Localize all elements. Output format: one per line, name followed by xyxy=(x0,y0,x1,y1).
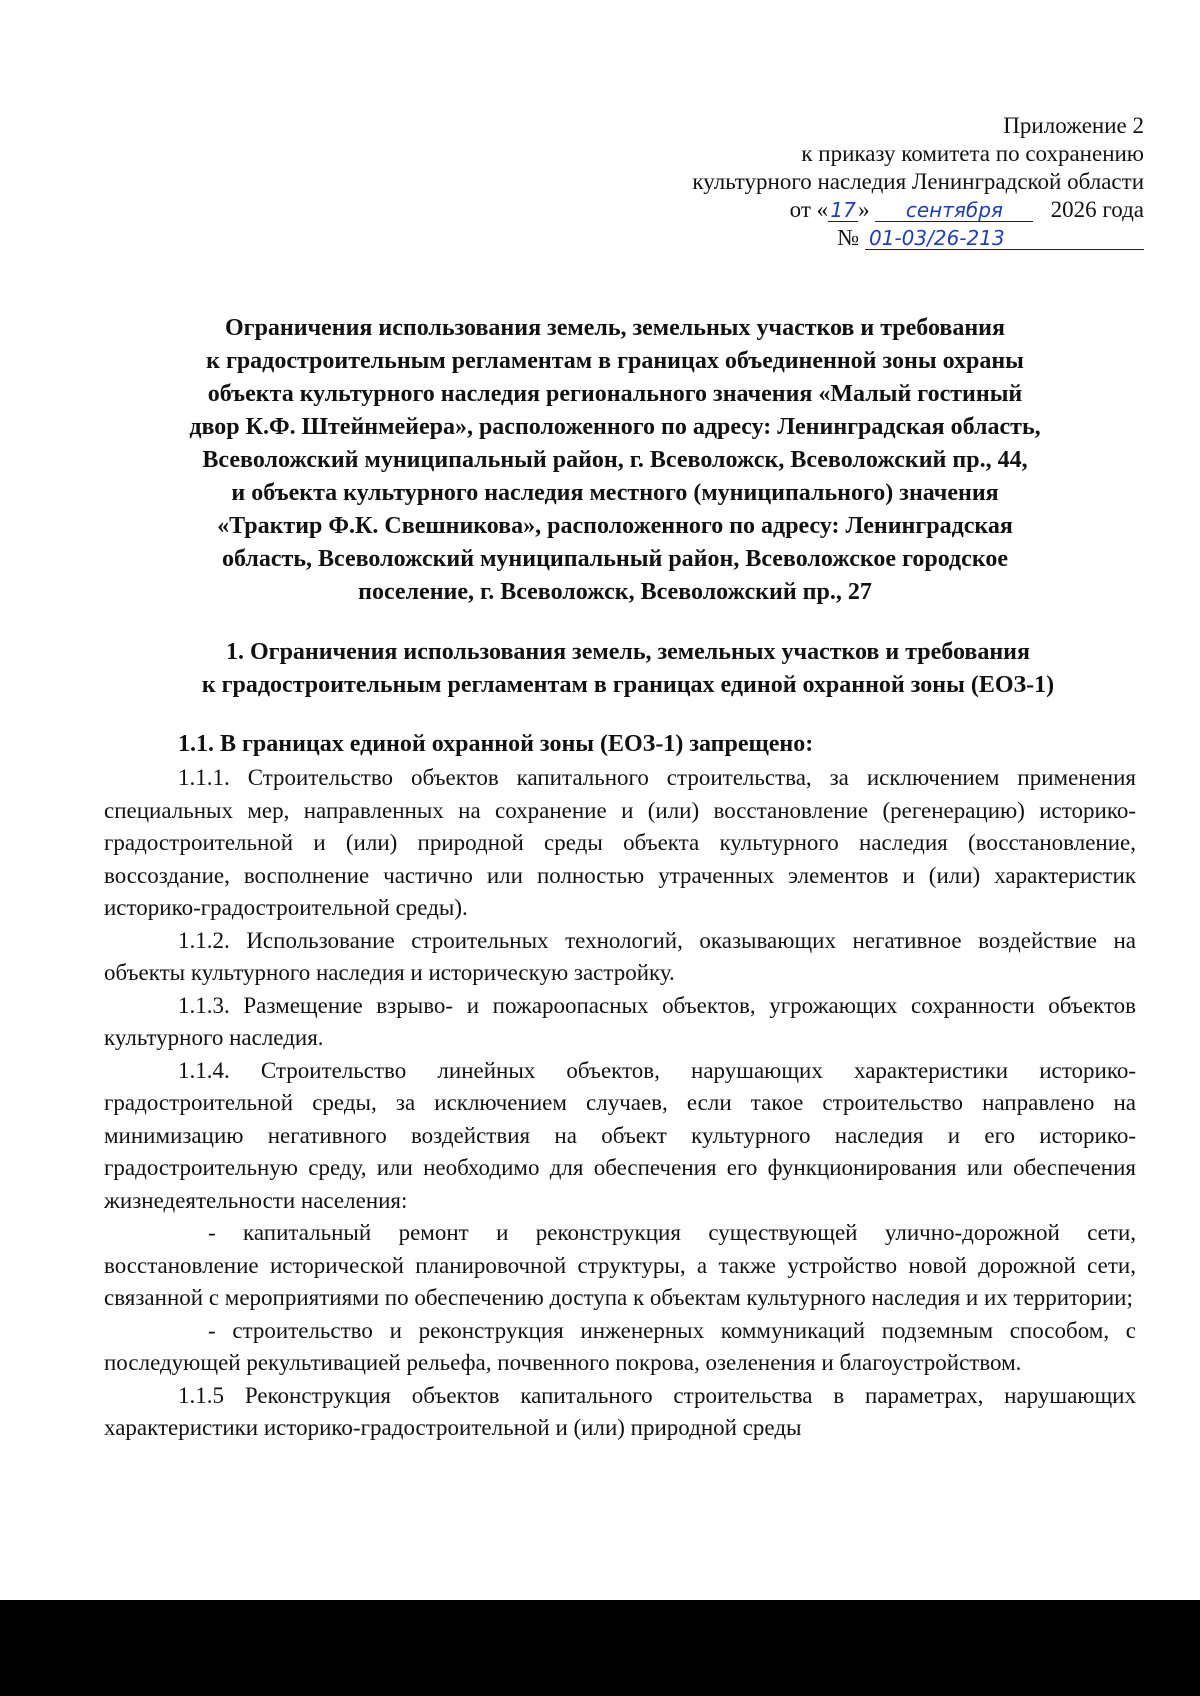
paragraph: 1.1.5 Реконструкция объектов капитального строительства в параметрах, нарушающих характеристики историко-градостроительной и (или) природной среды xyxy=(104,1382,1136,1440)
paragraph: 1.1.4. Строительство линейных объектов, нарушающих характеристики историко-градостроительной среды, за исключением случаев, если такое строительство направлено на минимизацию негативного воздействия на объект культурного наследия и его историко-градостроительную среду, или необходимо для обеспечения его функционирования или обеспечения жизнедеятельности населения: xyxy=(104,1057,1136,1213)
list-item: - капитальный ремонт и реконструкция существующей улично-дорожной сети, восстановление исторической планировочной структуры, а также устройство новой дорожной сети, связанной с мероприятиями по обеспечению доступа к объектам культурного наследия и их территории; xyxy=(104,1220,1136,1310)
section-1-title-line: 1. Ограничения использования земель, земельных участков и требования xyxy=(226,639,1030,665)
section-1-title-line: к градостроительным регламентам в границах единой охранной зоны (ЕОЗ-1) xyxy=(201,672,1055,698)
document-title-line: Ограничения использования земель, земельных участков и требования xyxy=(225,315,1005,341)
list-item: - строительство и реконструкция инженерных коммуникаций подземным способом, с последующей рекультивацией рельефа, почвенного покрова, озеленения и благоустройством. xyxy=(104,1317,1136,1375)
date-day-handwritten: 17 xyxy=(828,199,858,222)
date-year: 2026 года xyxy=(1050,197,1144,222)
section-1-1-title: 1.1. В границах единой охранной зоны (ЕОЗ-1) запрещено: xyxy=(178,731,814,757)
appendix-date-line xyxy=(692,196,1144,224)
appendix-line-3: культурного наследия Ленинградской области xyxy=(692,169,1144,194)
document-title-line: к градостроительным регламентам в границах объединенной зоны охраны xyxy=(206,348,1024,374)
date-prefix: от « xyxy=(789,197,829,222)
document-title-line: поселение, г. Всеволожск, Всеволожский пр., 27 xyxy=(358,579,872,605)
document-title xyxy=(95,312,1135,609)
paragraph: 1.1.1. Строительство объектов капитального строительства, за исключением применения специальных мер, направленных на сохранение и (или) восстановление (регенерацию) историко-градостроительной и (или) природной среды объекта культурного наследия (восстановление, воссоздание, восполнение частично или полностью утраченных элементов и (или) характеристик историко-градостроительной среды). xyxy=(104,765,1136,920)
appendix-number-line xyxy=(692,224,1144,252)
document-title-line: двор К.Ф. Штейнмейера», расположенного по адресу: Ленинградская область, xyxy=(189,414,1041,440)
document-title-line: объекта культурного наследия регионального значения «Малый гостиный xyxy=(207,381,1023,407)
document-title-line: «Трактир Ф.К. Свешникова», расположенного по адресу: Ленинградская xyxy=(217,513,1013,539)
document-body xyxy=(104,762,1136,1445)
section-1-title xyxy=(108,636,1148,702)
appendix-line-2: к приказу комитета по сохранению xyxy=(801,141,1144,166)
appendix-header xyxy=(692,112,1144,252)
paragraph: 1.1.2. Использование строительных технологий, оказывающих негативное воздействие на объекты культурного наследия и историческую застройку. xyxy=(104,927,1136,985)
number-prefix: № xyxy=(837,225,860,250)
document-title-line: Всеволожский муниципальный район, г. Всеволожск, Всеволожский пр., 44, xyxy=(202,447,1028,473)
document-title-line: область, Всеволожский муниципальный район, Всеволожское городское xyxy=(222,546,1008,572)
date-month-handwritten: сентября xyxy=(875,199,1033,222)
scan-edge-band xyxy=(0,1600,1200,1696)
number-handwritten: 01-03/26-213 xyxy=(865,227,1144,250)
document-title-line: и объекта культурного наследия местного (муниципального) значения xyxy=(231,480,999,506)
paragraph: 1.1.3. Размещение взрыво- и пожароопасных объектов, угрожающих сохранности объектов культурного наследия. xyxy=(104,992,1136,1050)
appendix-line-1: Приложение 2 xyxy=(1003,113,1144,138)
date-mid: » xyxy=(858,197,870,222)
